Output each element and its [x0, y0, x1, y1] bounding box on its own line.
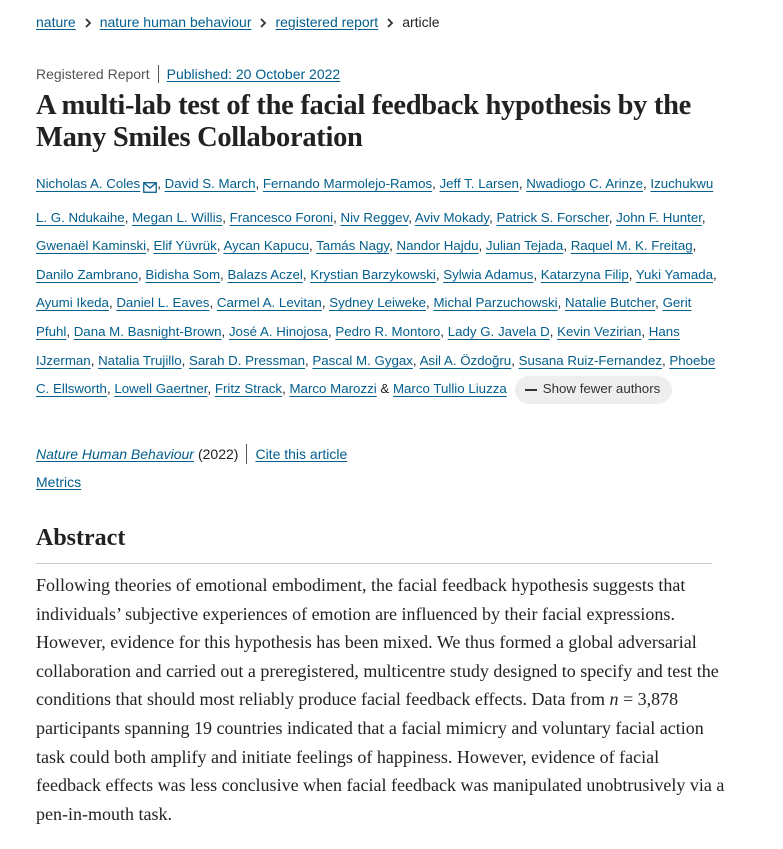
- author-link[interactable]: Hans IJzerman: [36, 323, 680, 368]
- journal-divider: [246, 444, 247, 464]
- article-meta: [36, 65, 340, 83]
- page-title: A multi-lab test of the facial feedback hypothesis by the Many Smiles Collaboration: [36, 90, 692, 153]
- author-link[interactable]: Danilo Zambrano: [36, 266, 138, 282]
- authors-and: &: [380, 381, 390, 397]
- author-link[interactable]: Francesco Foroni: [229, 209, 334, 225]
- breadcrumb-registered-report[interactable]: registered report: [275, 14, 379, 30]
- minus-icon: [525, 389, 537, 391]
- author-link[interactable]: Aycan Kapucu: [223, 238, 309, 254]
- chevron-right-icon: [76, 14, 100, 30]
- divider: [36, 563, 712, 564]
- abstract-text: [36, 571, 726, 828]
- breadcrumb-nature[interactable]: nature: [36, 14, 76, 30]
- author-link[interactable]: Niv Reggev: [340, 209, 409, 225]
- article-type: Registered Report: [36, 66, 150, 82]
- author-link[interactable]: John F. Hunter: [616, 209, 702, 225]
- author-link[interactable]: Michal Parzuchowski: [433, 295, 558, 311]
- author-link[interactable]: Ayumi Ikeda: [36, 295, 109, 311]
- author-link[interactable]: Balazs Aczel: [227, 266, 303, 282]
- abstract-text-part2: = 3,878 participants spanning 19 countries indicated that a facial mimicry and voluntary facial action task could both amplify and initiate feelings of happiness. However, evidence of facial feedback effects was less conclusive when facial feedback was manipulated unobtrusively via a pen-in-mouth task.: [36, 689, 725, 824]
- author-link[interactable]: Elif Yüvrük: [153, 238, 217, 254]
- author-link[interactable]: Sylwia Adamus: [443, 266, 534, 282]
- author-link[interactable]: Marco Tullio Liuzza: [392, 381, 507, 397]
- author-link[interactable]: Yuki Yamada: [635, 266, 714, 282]
- author-link[interactable]: Izuchukwu L. G. Ndukaihe: [36, 176, 714, 225]
- author-link[interactable]: Gwenaël Kaminski: [36, 238, 147, 254]
- mail-icon[interactable]: [143, 175, 157, 204]
- author-link[interactable]: Pascal M. Gygax: [312, 352, 413, 368]
- abstract-n-symbol: n: [609, 689, 619, 710]
- author-link[interactable]: Lady G. Javela D: [447, 323, 550, 339]
- author-link[interactable]: Sarah D. Pressman: [188, 352, 306, 368]
- chevron-right-icon: [251, 14, 275, 30]
- author-link[interactable]: Fernando Marmolejo-Ramos: [262, 176, 433, 191]
- abstract-text-part1: Following theories of emotional embodiment, the facial feedback hypothesis suggests that individuals’ subjective experiences of emotion are influenced by their facial expressions. However, evidence for this hypothesis has been mixed. We thus formed a global adversarial collaboration and carried out a preregistered, multicentre study designed to specify and test the conditions that should most reliably produce facial feedback effects. Data from: [36, 575, 719, 710]
- author-link[interactable]: Fritz Strack: [214, 381, 283, 397]
- author-link[interactable]: Gerit Pfuhl: [36, 295, 692, 339]
- journal-year: (2022): [197, 446, 239, 462]
- author-link[interactable]: Megan L. Willis: [132, 209, 223, 225]
- author-link[interactable]: Tamás Nagy: [316, 238, 390, 254]
- author-link[interactable]: Raquel M. K. Freitag: [570, 238, 693, 254]
- breadcrumb-article: article: [402, 14, 440, 30]
- cite-article-link[interactable]: Cite this article: [255, 446, 348, 462]
- meta-divider: [158, 65, 159, 83]
- author-link[interactable]: Pedro R. Montoro: [335, 323, 441, 339]
- author-link[interactable]: David S. March: [164, 176, 256, 191]
- author-link[interactable]: Carmel A. Levitan: [216, 295, 322, 311]
- author-link[interactable]: Nicholas A. Coles: [36, 176, 141, 191]
- author-link[interactable]: Natalie Butcher: [564, 295, 656, 311]
- author-link[interactable]: Natalia Trujillo: [98, 352, 182, 368]
- author-link[interactable]: Julian Tejada: [485, 238, 564, 254]
- breadcrumb-nature-human-behaviour[interactable]: nature human behaviour: [99, 14, 252, 30]
- metrics-link[interactable]: Metrics: [36, 474, 82, 490]
- show-fewer-authors-label: Show fewer authors: [542, 381, 661, 397]
- author-link[interactable]: Bidisha Som: [145, 266, 221, 282]
- author-link[interactable]: Jeff T. Larsen: [439, 176, 519, 191]
- author-link[interactable]: Dana M. Basnight-Brown: [73, 323, 222, 339]
- author-link[interactable]: Krystian Barzykowski: [310, 266, 436, 282]
- author-link[interactable]: Lowell Gaertner: [114, 381, 208, 397]
- abstract-heading: Abstract: [36, 525, 126, 551]
- author-link[interactable]: Susana Ruiz-Fernandez: [518, 352, 662, 368]
- author-link[interactable]: Nandor Hajdu: [396, 238, 479, 254]
- author-link[interactable]: José A. Hinojosa: [228, 323, 328, 339]
- journal-info: [36, 444, 347, 464]
- author-link[interactable]: Phoebe C. Ellsworth: [36, 352, 716, 397]
- show-fewer-authors-button[interactable]: [515, 376, 673, 404]
- author-link[interactable]: Nwadiogo C. Arinze: [526, 176, 644, 191]
- author-link[interactable]: Kevin Vezirian: [557, 323, 642, 339]
- author-link[interactable]: Katarzyna Filip: [540, 266, 629, 282]
- journal-name[interactable]: Nature Human Behaviour: [36, 446, 194, 462]
- chevron-right-icon: [378, 14, 402, 30]
- author-link[interactable]: Daniel L. Eaves: [116, 295, 210, 311]
- author-list: Nicholas A. Coles , David S. March, Fernando Marmolejo-Ramos, Jeff T. Larsen, Nwadiogo C. Arinze, Izuchukwu L. G. Ndukaihe, Megan L. Willis, Francesco Foroni, Niv Reggev, Aviv Mokady, Patrick S. Forscher, John F. Hunter, Gwenaël Kaminski, Elif Yüvrük, Aycan Kapucu, Tamás Nagy, Nandor Hajdu, Julian Tejada, Raquel M. K. Freitag, Danilo Zambrano, Bidisha Som, Balazs Aczel, Krystian Barzykowski, Sylwia Adamus, Katarzyna Filip, Yuki Yamada, Ayumi Ikeda, Daniel L. Eaves, Carmel A. Levitan, Sydney Leiweke, Michal Parzuchowski, Natalie Butcher, Gerit Pfuhl, Dana M. Basnight-Brown, José A. Hinojosa, Pedro R. Montoro, Lady G. Javela D, Kevin Vezirian, Hans IJzerman, Natalia Trujillo, Sarah D. Pressman, Pascal M. Gygax, Asil A. Özdoğru, Susana Ruiz-Fernandez, Phoebe C. Ellsworth, Lowell Gaertner, Fritz Strack, Marco Marozzi & Marco Tullio Liuzza Show fewer authors: [36, 170, 726, 404]
- author-link[interactable]: Marco Marozzi: [289, 381, 377, 397]
- breadcrumb: [36, 14, 440, 30]
- author-link[interactable]: Aviv Mokady: [414, 209, 490, 225]
- author-link[interactable]: Asil A. Özdoğru: [419, 352, 512, 368]
- author-link[interactable]: Patrick S. Forscher: [496, 209, 609, 225]
- published-date[interactable]: Published: 20 October 2022: [166, 66, 341, 82]
- author-link[interactable]: Sydney Leiweke: [329, 295, 427, 311]
